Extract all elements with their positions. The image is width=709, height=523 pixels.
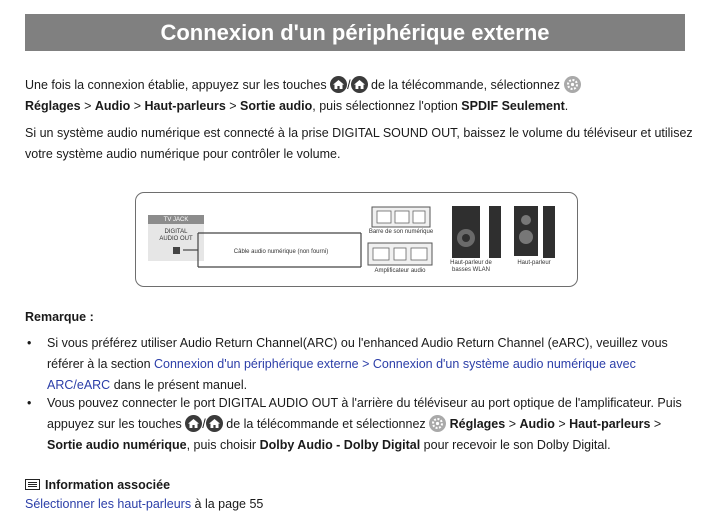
crumb-reglages: Réglages	[25, 99, 81, 113]
digital-out-label-1: DIGITAL	[164, 229, 188, 235]
amplifier-label: Amplificateur audio	[374, 268, 426, 274]
intro-text-3: , puis sélectionnez l'option	[312, 99, 462, 113]
bullet2-text-3: , puis choisir	[186, 438, 260, 452]
speaker-label: Haut-parleur	[517, 260, 551, 266]
list-item	[25, 333, 695, 396]
connection-diagram	[135, 192, 578, 287]
select-speakers-link[interactable]: Sélectionner les haut-parleurs	[25, 497, 192, 511]
page-title: Connexion d'un périphérique externe	[25, 14, 685, 51]
related-info-title: Information associée	[45, 478, 171, 492]
crumb-haut-parleurs: Haut-parleurs	[569, 417, 651, 431]
option-dolby: Dolby Audio - Dolby Digital	[259, 438, 421, 452]
bullet2-text-2: de la télécommande et sélectionnez	[222, 417, 430, 431]
crumb-sep: >	[650, 417, 662, 431]
digital-out-label-2: AUDIO OUT	[159, 236, 193, 242]
home-icon	[206, 415, 223, 432]
crumb-sep: >	[554, 417, 570, 431]
list-item	[25, 393, 695, 456]
volume-paragraph: Si un système audio numérique est connecté à la prise DIGITAL SOUND OUT, baissez le volume du téléviseur et utilisez votre système audio numérique pour contrôler le volume.	[25, 126, 693, 161]
bullet2-text-4: pour recevoir le son Dolby Digital.	[420, 438, 611, 452]
tv-jack-label: TV JACK	[163, 217, 189, 223]
home-icon	[351, 76, 368, 93]
bullet1-text-2: dans le présent manuel.	[110, 378, 248, 392]
crumb-haut-parleurs: Haut-parleurs	[144, 99, 226, 113]
crumb-reglages: Réglages	[449, 417, 506, 431]
related-info-heading	[25, 478, 170, 492]
slash-text: /	[347, 78, 351, 92]
diagram-art	[136, 193, 579, 288]
crumb-sep: >	[505, 417, 520, 431]
gear-icon	[429, 415, 446, 432]
crumb-sep: >	[80, 99, 95, 113]
crumb-sep: >	[225, 99, 241, 113]
intro-text-1: Une fois la connexion établie, appuyez sur les touches	[25, 78, 331, 92]
subwoofer-label-2: basses WLAN	[451, 267, 490, 273]
slash-text: /	[202, 417, 206, 431]
document-icon	[25, 479, 40, 490]
crumb-audio: Audio	[519, 417, 555, 431]
bullet-dot: •	[27, 336, 32, 350]
related-link-line	[25, 497, 263, 511]
crumb-sortie-audio-numerique: Sortie audio numérique	[47, 438, 187, 452]
intro-paragraph	[25, 75, 695, 117]
subwoofer-label-1: Haut-parleur de	[450, 260, 492, 266]
home-icon	[185, 415, 202, 432]
page-reference: à la page 55	[191, 497, 264, 511]
bullet2-text-1: Vous pouvez connecter le port DIGITAL AUDIO OUT à l'arrière du téléviseur au port optique de l'amplificateur. Puis appuyez sur les touches	[47, 396, 682, 431]
home-icon	[330, 76, 347, 93]
intro-text-2: de la télécommande, sélectionnez	[367, 78, 564, 92]
gear-icon	[564, 76, 581, 93]
option-spdif: SPDIF Seulement	[461, 99, 565, 113]
crumb-audio: Audio	[94, 99, 131, 113]
arc-earc-link[interactable]: Connexion d'un périphérique externe > Connexion d'un système audio numérique avec ARC/eARC	[47, 357, 636, 392]
crumb-sortie-audio: Sortie audio	[240, 99, 313, 113]
soundbar-label: Barre de son numérique	[368, 229, 434, 235]
bullet1-text-1: Si vous préférez utiliser Audio Return Channel(ARC) ou l'enhanced Audio Return Channel (eARC), veuillez vous référer à la section	[47, 336, 668, 371]
intro-text-4: .	[564, 99, 569, 113]
crumb-sep: >	[130, 99, 145, 113]
remark-heading: Remarque :	[25, 310, 94, 324]
bullet-dot: •	[27, 396, 32, 410]
cable-label: Câble audio numérique (non fourni)	[233, 249, 329, 255]
